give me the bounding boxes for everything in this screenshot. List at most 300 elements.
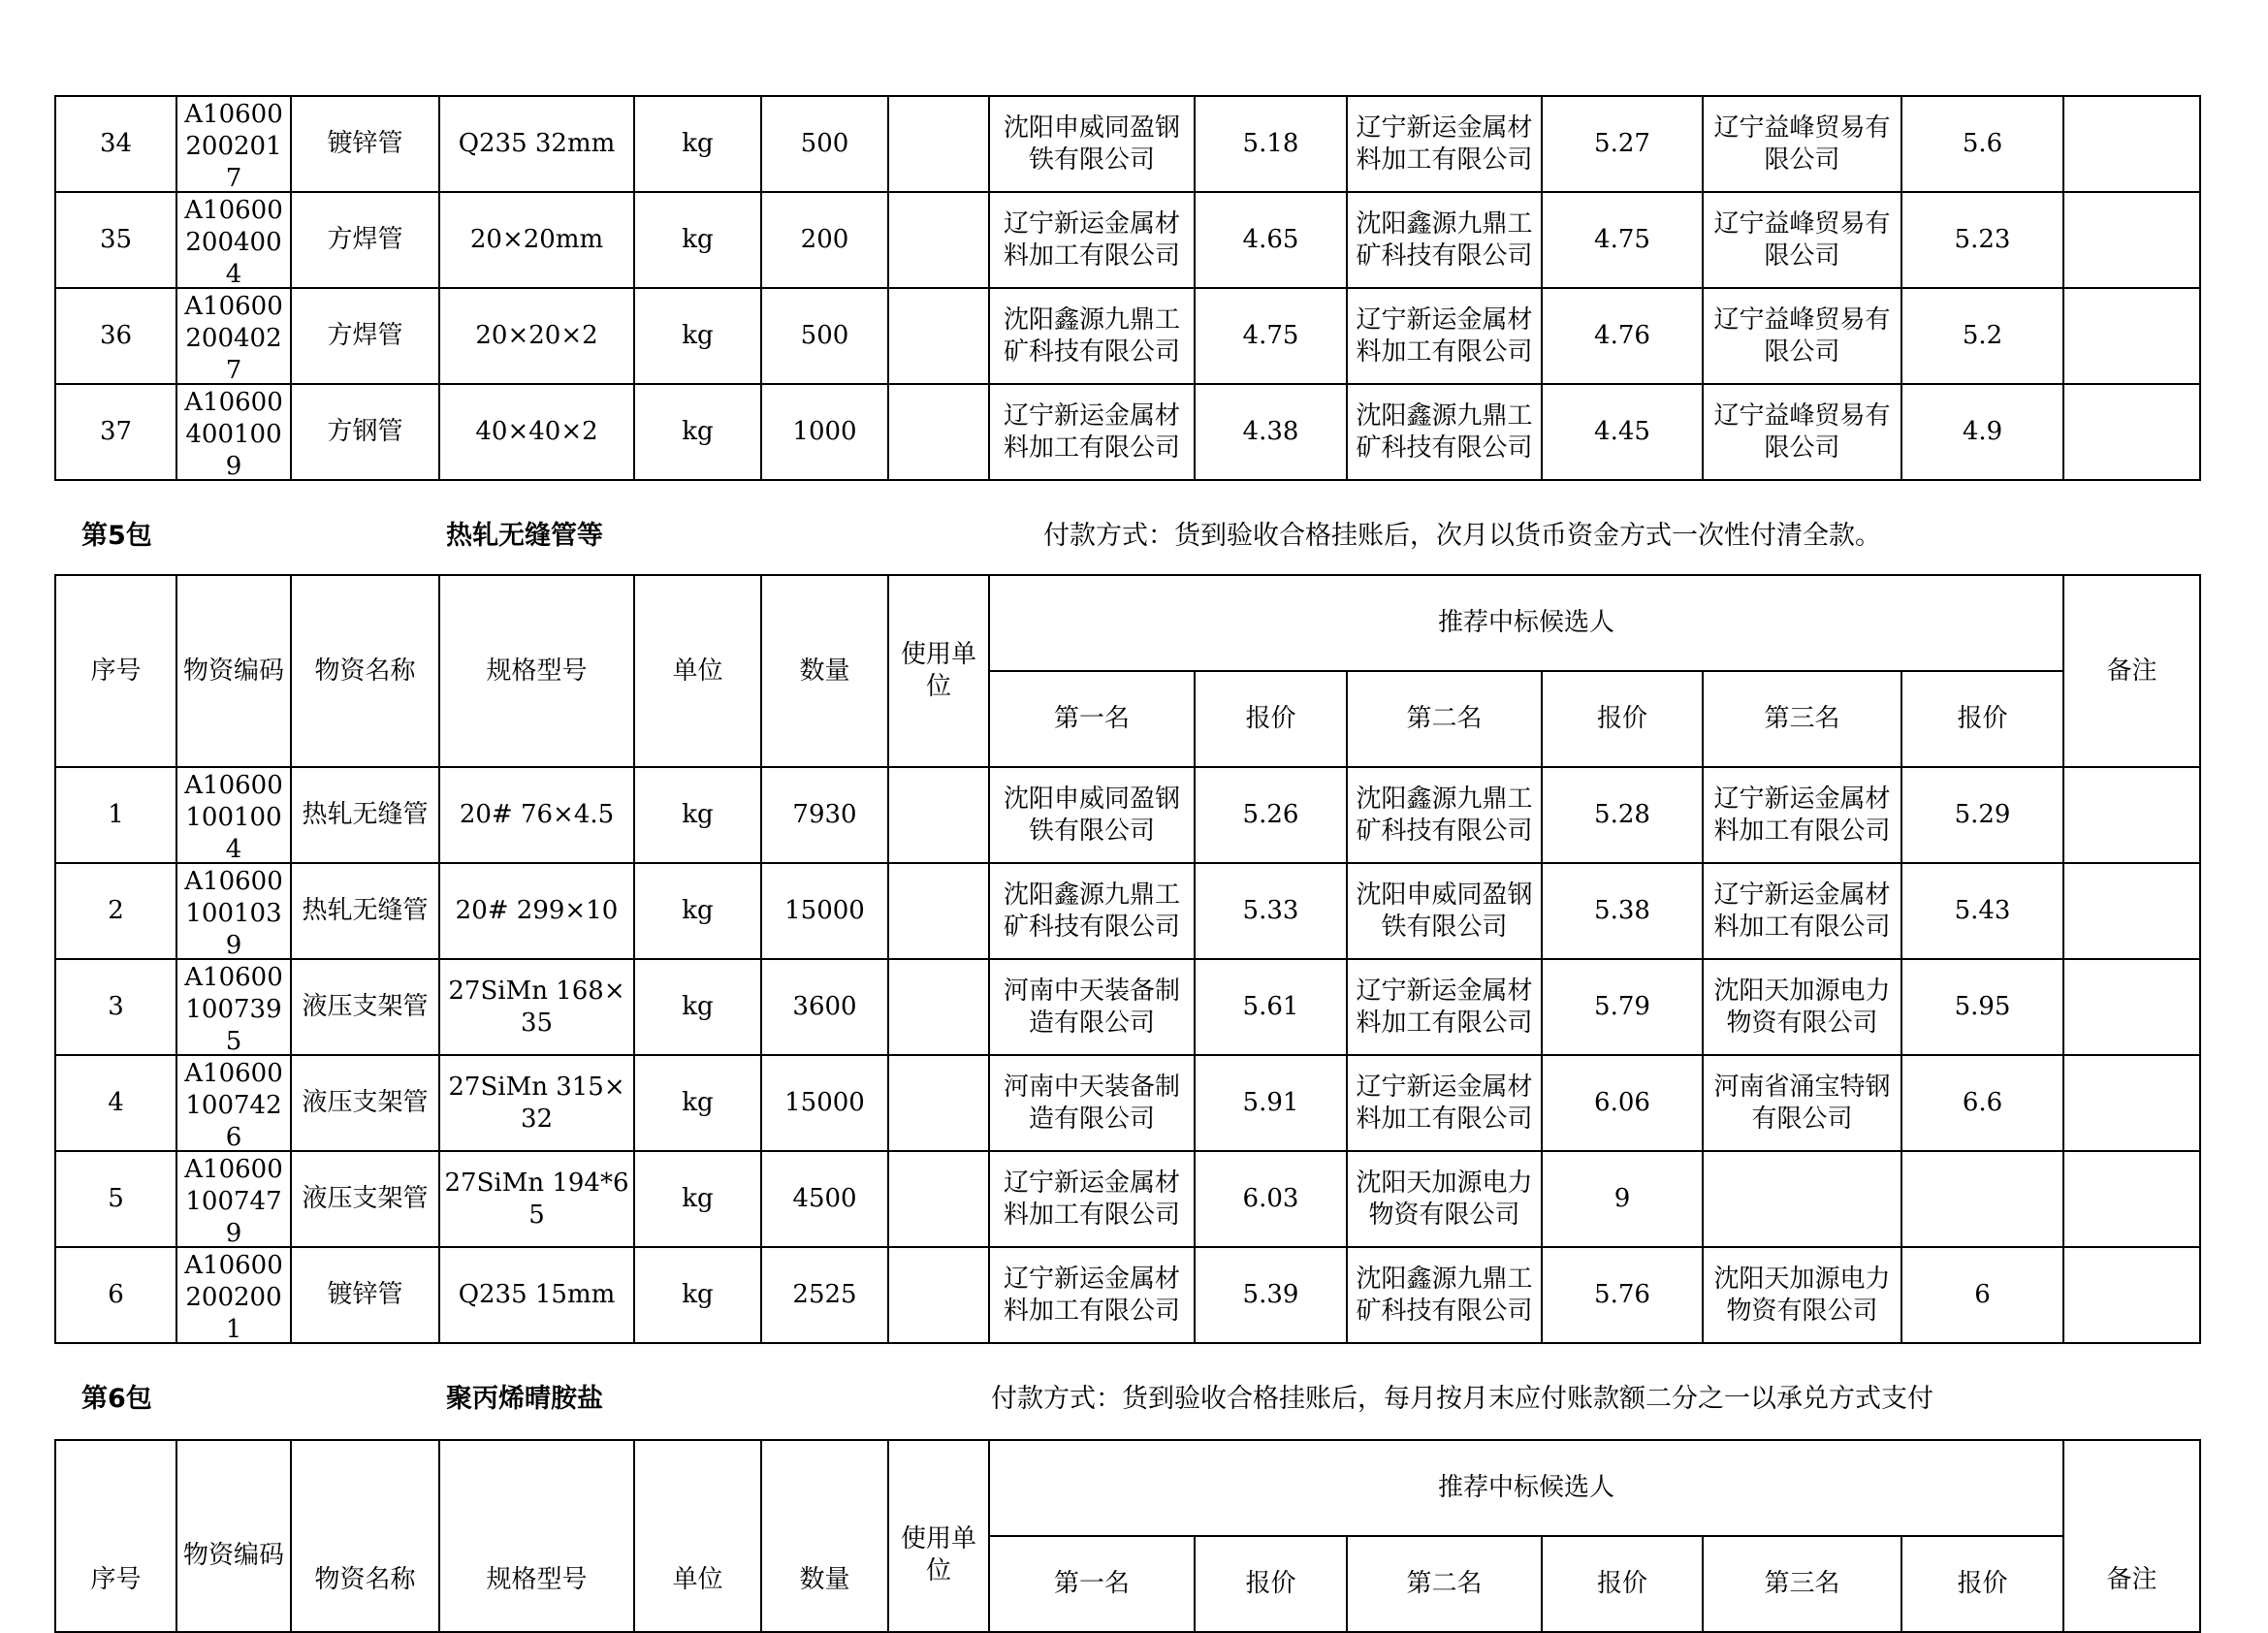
cell-second-candidate-text: 辽宁新运金属材料加工有限公司 (1356, 976, 1533, 1038)
cell-first-price-text: 5.91 (1242, 1088, 1299, 1117)
cell-second-candidate (1347, 384, 1542, 480)
cell-first-price-text: 5.39 (1242, 1280, 1299, 1309)
cell-first-price (1195, 1247, 1347, 1343)
cell-quantity (761, 288, 888, 384)
cell-first-candidate-text: 辽宁新运金属材料加工有限公司 (1003, 400, 1180, 463)
p6-header-third: 第三名 (1703, 1536, 1901, 1632)
cell-first-price-text: 5.18 (1242, 129, 1299, 158)
cell-user-unit (888, 192, 989, 288)
cell-first-price (1195, 767, 1347, 863)
cell-third-candidate (1703, 863, 1901, 959)
cell-remark (2063, 1151, 2200, 1247)
cell-second-candidate-text: 沈阳鑫源九鼎工矿科技有限公司 (1356, 1264, 1533, 1326)
table-row (55, 192, 2200, 288)
cell-spec (439, 384, 634, 480)
package5-payment: 付款方式：货到验收合格挂账后，次月以货币资金方式一次性付清全款。 (1043, 521, 1881, 551)
cell-quantity-text: 4500 (792, 1184, 857, 1213)
cell-first-candidate-text: 沈阳申威同盈钢铁有限公司 (1003, 784, 1180, 846)
cell-seq-text: 34 (99, 129, 133, 158)
cell-second-candidate (1347, 1055, 1542, 1151)
cell-second-candidate-text: 沈阳天加源电力物资有限公司 (1356, 1168, 1533, 1230)
cell-first-price (1195, 1151, 1347, 1247)
cell-second-price-text: 4.75 (1594, 225, 1650, 254)
cell-second-candidate (1347, 1247, 1542, 1343)
cell-third-candidate-text: 沈阳天加源电力物资有限公司 (1713, 976, 1891, 1038)
cell-spec-text: 27SiMn 315×32 (448, 1072, 625, 1134)
cell-second-price (1542, 863, 1703, 959)
cell-third-candidate (1703, 96, 1901, 192)
cell-quantity-text: 2525 (792, 1280, 857, 1309)
cell-first-price-text: 4.65 (1242, 225, 1299, 254)
cell-first-price (1195, 96, 1347, 192)
cell-spec (439, 767, 634, 863)
cell-seq-text: 36 (99, 321, 133, 350)
cell-first-price-text: 5.61 (1242, 992, 1299, 1021)
cell-material-name-text: 热轧无缝管 (302, 800, 429, 829)
cell-quantity-text: 500 (800, 129, 849, 158)
cell-third-candidate (1703, 959, 1901, 1055)
cell-seq (55, 1151, 176, 1247)
cell-material-name (291, 767, 439, 863)
header-second: 第二名 (1347, 671, 1542, 767)
header-recommend: 推荐中标候选人 (989, 575, 2063, 671)
header-name: 物资名称 (291, 575, 439, 767)
cell-second-price-text: 9 (1613, 1184, 1631, 1213)
p6-header-qty: 数量 (761, 1440, 888, 1632)
p6-header-remark: 备注 (2063, 1440, 2200, 1632)
cell-spec (439, 1151, 634, 1247)
table-row (55, 1247, 2200, 1343)
cell-material-name-text: 方焊管 (327, 225, 403, 254)
cell-material-code (176, 96, 291, 192)
cell-third-candidate-text: 辽宁新运金属材料加工有限公司 (1713, 880, 1891, 942)
cell-second-price (1542, 1151, 1703, 1247)
cell-seq (55, 863, 176, 959)
cell-third-candidate-text: 辽宁益峰贸易有限公司 (1713, 112, 1891, 175)
cell-unit (634, 96, 761, 192)
cell-first-candidate-text: 河南中天装备制造有限公司 (1003, 1072, 1180, 1134)
cell-material-name-text: 液压支架管 (302, 992, 429, 1021)
cell-first-candidate (989, 192, 1195, 288)
cell-third-price-text: 6 (1974, 1280, 1991, 1309)
cell-first-candidate-text: 辽宁新运金属材料加工有限公司 (1003, 1168, 1180, 1230)
cell-second-candidate (1347, 96, 1542, 192)
cell-material-name (291, 288, 439, 384)
cell-quantity (761, 863, 888, 959)
cell-spec (439, 1055, 634, 1151)
cell-material-code (176, 192, 291, 288)
cell-first-price-text: 6.03 (1242, 1184, 1299, 1213)
cell-spec-text: 40×40×2 (475, 417, 598, 446)
cell-remark (2063, 96, 2200, 192)
cell-third-price-text: 5.6 (1962, 129, 2003, 158)
cell-third-price (1901, 1247, 2063, 1343)
cell-remark (2063, 1055, 2200, 1151)
p6-header-seq: 序号 (55, 1440, 176, 1632)
cell-second-candidate-text: 辽宁新运金属材料加工有限公司 (1356, 1072, 1533, 1134)
cell-second-price-text: 4.76 (1594, 321, 1650, 350)
cell-material-name-text: 方钢管 (327, 417, 403, 446)
cell-user-unit (888, 767, 989, 863)
cell-first-candidate-text: 辽宁新运金属材料加工有限公司 (1003, 1264, 1180, 1326)
cell-quantity (761, 959, 888, 1055)
cell-material-name-text: 镀锌管 (327, 1280, 403, 1309)
table-row (55, 1151, 2200, 1247)
cell-unit (634, 1247, 761, 1343)
table-row (55, 384, 2200, 480)
cell-seq (55, 767, 176, 863)
cell-remark (2063, 863, 2200, 959)
cell-second-price (1542, 192, 1703, 288)
p6-header-code: 物资编码 (176, 1440, 291, 1632)
cell-second-candidate-text: 辽宁新运金属材料加工有限公司 (1356, 304, 1533, 367)
package6-payment: 付款方式：货到验收合格挂账后，每月按月末应付账款额二分之一以承兑方式支付 (991, 1384, 1933, 1414)
header-first: 第一名 (989, 671, 1195, 767)
cell-seq (55, 384, 176, 480)
cell-third-candidate (1703, 288, 1901, 384)
cell-unit-text: kg (682, 896, 714, 925)
cell-material-code (176, 288, 291, 384)
cell-third-price-text: 5.95 (1954, 992, 2011, 1021)
cell-material-name (291, 1247, 439, 1343)
table-row (55, 863, 2200, 959)
cell-third-candidate (1703, 1055, 1901, 1151)
cell-seq-text: 3 (108, 992, 124, 1021)
cell-second-candidate (1347, 288, 1542, 384)
cell-material-code (176, 1247, 291, 1343)
cell-quantity-text: 200 (800, 225, 849, 254)
cell-third-candidate (1703, 1247, 1901, 1343)
cell-second-price-text: 6.06 (1594, 1088, 1650, 1117)
cell-spec-text: 27SiMn 194*65 (444, 1168, 629, 1230)
table-row (55, 767, 2200, 863)
header-price-1: 报价 (1195, 671, 1347, 767)
header-third: 第三名 (1703, 671, 1901, 767)
cell-first-candidate (989, 767, 1195, 863)
cell-material-name (291, 96, 439, 192)
cell-first-candidate (989, 1055, 1195, 1151)
cell-second-price (1542, 384, 1703, 480)
cell-quantity-text: 3600 (792, 992, 857, 1021)
cell-material-code-text: A106001007426 (184, 1059, 283, 1152)
cell-quantity-text: 15000 (784, 1088, 865, 1117)
cell-user-unit (888, 384, 989, 480)
cell-seq (55, 288, 176, 384)
cell-seq-text: 6 (108, 1280, 124, 1309)
cell-material-code-text: A106001001039 (184, 867, 283, 960)
cell-unit (634, 1151, 761, 1247)
cell-second-price (1542, 1055, 1703, 1151)
cell-third-candidate-text: 辽宁新运金属材料加工有限公司 (1713, 784, 1891, 846)
cell-spec (439, 863, 634, 959)
cell-first-price-text: 4.75 (1242, 321, 1299, 350)
cell-quantity-text: 7930 (792, 800, 857, 829)
cell-first-price-text: 5.26 (1242, 800, 1299, 829)
cell-second-candidate-text: 沈阳鑫源九鼎工矿科技有限公司 (1356, 208, 1533, 271)
cell-material-code (176, 1055, 291, 1151)
cell-third-price (1901, 959, 2063, 1055)
table-row (55, 288, 2200, 384)
package6-table-clip (54, 1439, 2199, 1598)
cell-second-price (1542, 1247, 1703, 1343)
cell-material-name-text: 镀锌管 (327, 129, 403, 158)
cell-third-candidate (1703, 767, 1901, 863)
header-qty: 数量 (761, 575, 888, 767)
cell-third-price-text: 5.2 (1962, 321, 2003, 350)
cell-spec (439, 192, 634, 288)
cell-unit-text: kg (682, 417, 714, 446)
cell-remark (2063, 1247, 2200, 1343)
cell-unit (634, 863, 761, 959)
cell-material-name (291, 863, 439, 959)
cell-seq-text: 1 (108, 800, 124, 829)
cell-third-candidate-text: 辽宁益峰贸易有限公司 (1713, 400, 1891, 463)
p6-header-spec: 规格型号 (439, 1440, 634, 1632)
cell-user-unit (888, 96, 989, 192)
cell-spec-text: 20×20mm (469, 225, 604, 254)
cell-material-code-text: A106002002017 (184, 100, 283, 193)
cell-first-price (1195, 1055, 1347, 1151)
cell-unit (634, 1055, 761, 1151)
cell-quantity-text: 500 (800, 321, 849, 350)
cell-second-price (1542, 288, 1703, 384)
cell-second-price-text: 5.76 (1594, 1280, 1650, 1309)
p6-header-name: 物资名称 (291, 1440, 439, 1632)
cell-third-price-text: 5.43 (1954, 896, 2011, 925)
cell-first-candidate (989, 863, 1195, 959)
cell-material-code-text: A106001001004 (184, 771, 283, 864)
header-price-3: 报价 (1901, 671, 2063, 767)
cell-unit (634, 288, 761, 384)
cell-second-price (1542, 96, 1703, 192)
cell-first-candidate-text: 沈阳鑫源九鼎工矿科技有限公司 (1003, 304, 1180, 367)
cell-first-candidate (989, 288, 1195, 384)
cell-remark (2063, 384, 2200, 480)
cell-seq (55, 192, 176, 288)
cell-seq (55, 1247, 176, 1343)
cell-quantity (761, 1247, 888, 1343)
cell-unit (634, 192, 761, 288)
cell-material-name-text: 热轧无缝管 (302, 896, 429, 925)
cell-second-price (1542, 959, 1703, 1055)
cell-material-name (291, 1151, 439, 1247)
cell-material-code (176, 384, 291, 480)
cell-first-price-text: 4.38 (1242, 417, 1299, 446)
p6-header-recommend: 推荐中标候选人 (989, 1440, 2063, 1536)
cell-material-name-text: 方焊管 (327, 321, 403, 350)
cell-unit-text: kg (682, 1184, 714, 1213)
cell-unit-text: kg (682, 129, 714, 158)
cell-third-price (1901, 192, 2063, 288)
cell-material-name (291, 959, 439, 1055)
cell-seq-text: 2 (108, 896, 124, 925)
cell-first-price (1195, 192, 1347, 288)
cell-spec-text: 20# 299×10 (455, 896, 619, 925)
p6-header-second: 第二名 (1347, 1536, 1542, 1632)
cell-spec-text: Q235 32mm (458, 129, 616, 158)
cell-first-price (1195, 384, 1347, 480)
cell-spec (439, 959, 634, 1055)
package5-title: 热轧无缝管等 (446, 521, 603, 551)
cell-second-candidate (1347, 863, 1542, 959)
cell-spec (439, 1247, 634, 1343)
cell-material-code (176, 863, 291, 959)
cell-seq-text: 4 (108, 1088, 124, 1117)
cell-second-candidate-text: 沈阳鑫源九鼎工矿科技有限公司 (1356, 400, 1533, 463)
cell-first-candidate-text: 河南中天装备制造有限公司 (1003, 976, 1180, 1038)
cell-third-candidate-text: 辽宁益峰贸易有限公司 (1713, 208, 1891, 271)
cell-spec-text: 20×20×2 (475, 321, 598, 350)
package6-label: 第6包 (81, 1384, 152, 1414)
cell-remark (2063, 959, 2200, 1055)
cell-first-candidate (989, 384, 1195, 480)
cell-user-unit (888, 1151, 989, 1247)
cell-third-candidate (1703, 192, 1901, 288)
cell-second-candidate (1347, 192, 1542, 288)
table-row (55, 96, 2200, 192)
cell-remark (2063, 767, 2200, 863)
cell-first-price (1195, 288, 1347, 384)
cell-third-price (1901, 288, 2063, 384)
cell-second-candidate (1347, 959, 1542, 1055)
cell-seq (55, 1055, 176, 1151)
cell-third-candidate-text: 沈阳天加源电力物资有限公司 (1713, 1264, 1891, 1326)
cell-third-price-text: 5.23 (1954, 225, 2011, 254)
cell-quantity (761, 384, 888, 480)
cell-first-candidate-text: 沈阳鑫源九鼎工矿科技有限公司 (1003, 880, 1180, 942)
header-user: 使用单位 (888, 575, 989, 767)
cell-second-candidate (1347, 767, 1542, 863)
cell-third-price (1901, 863, 2063, 959)
cell-quantity (761, 1151, 888, 1247)
header-remark: 备注 (2063, 575, 2200, 767)
header-unit: 单位 (634, 575, 761, 767)
cell-material-code-text: A106002004027 (184, 292, 283, 385)
cell-third-price (1901, 1151, 2063, 1247)
cell-spec (439, 96, 634, 192)
cell-first-candidate (989, 959, 1195, 1055)
p6-header-price-2: 报价 (1542, 1536, 1703, 1632)
cell-third-price (1901, 384, 2063, 480)
cell-material-code-text: A106002002001 (184, 1251, 283, 1344)
cell-material-name (291, 1055, 439, 1151)
cell-unit (634, 959, 761, 1055)
cell-user-unit (888, 288, 989, 384)
cell-seq (55, 96, 176, 192)
cell-second-price-text: 5.27 (1594, 129, 1650, 158)
cell-first-price (1195, 959, 1347, 1055)
p6-header-first: 第一名 (989, 1536, 1195, 1632)
cell-second-candidate-text: 辽宁新运金属材料加工有限公司 (1356, 112, 1533, 175)
cell-third-price-text: 5.29 (1954, 800, 2011, 829)
cell-unit-text: kg (682, 992, 714, 1021)
cell-third-price (1901, 96, 2063, 192)
p6-header-price-3: 报价 (1901, 1536, 2063, 1632)
cell-second-price-text: 5.38 (1594, 896, 1650, 925)
cell-unit-text: kg (682, 1088, 714, 1117)
package6-title: 聚丙烯晴胺盐 (446, 1384, 603, 1414)
cell-first-price-text: 5.33 (1242, 896, 1299, 925)
cell-first-candidate (989, 96, 1195, 192)
package5-label: 第5包 (81, 521, 152, 551)
cell-second-price-text: 4.45 (1594, 417, 1650, 446)
cell-quantity-text: 15000 (784, 896, 865, 925)
cell-third-price-text: 6.6 (1962, 1088, 2003, 1117)
cell-second-candidate (1347, 1151, 1542, 1247)
cell-unit-text: kg (682, 225, 714, 254)
cell-seq (55, 959, 176, 1055)
cell-material-code (176, 1151, 291, 1247)
cell-first-candidate-text: 沈阳申威同盈钢铁有限公司 (1003, 112, 1180, 175)
cell-material-name-text: 液压支架管 (302, 1184, 429, 1213)
cell-second-candidate-text: 沈阳鑫源九鼎工矿科技有限公司 (1356, 784, 1533, 846)
header-spec: 规格型号 (439, 575, 634, 767)
header-code: 物资编码 (176, 575, 291, 767)
cell-third-price (1901, 1055, 2063, 1151)
cell-second-price-text: 5.79 (1594, 992, 1650, 1021)
cell-material-name (291, 192, 439, 288)
cell-unit-text: kg (682, 800, 714, 829)
cell-spec-text: 27SiMn 168×35 (448, 976, 625, 1038)
header-price-2: 报价 (1542, 671, 1703, 767)
cell-material-name-text: 液压支架管 (302, 1088, 429, 1117)
cell-unit-text: kg (682, 1280, 714, 1309)
cell-third-price-text: 4.9 (1962, 417, 2003, 446)
cell-material-code-text: A106002004004 (184, 196, 283, 289)
cell-quantity-text: 1000 (792, 417, 857, 446)
cell-first-price (1195, 863, 1347, 959)
p6-header-unit: 单位 (634, 1440, 761, 1632)
cell-third-candidate-text: 辽宁益峰贸易有限公司 (1713, 304, 1891, 367)
cell-first-candidate-text: 辽宁新运金属材料加工有限公司 (1003, 208, 1180, 271)
cell-unit-text: kg (682, 321, 714, 350)
cell-material-code (176, 959, 291, 1055)
cell-user-unit (888, 863, 989, 959)
cell-material-code-text: A106001007395 (184, 963, 283, 1056)
p6-header-user: 使用单位 (888, 1440, 989, 1632)
header-seq: 序号 (55, 575, 176, 767)
cell-material-code-text: A106001007479 (184, 1155, 283, 1248)
package6-table (54, 1439, 2201, 1633)
cell-material-code-text: A106004001009 (184, 388, 283, 481)
p6-header-price-1: 报价 (1195, 1536, 1347, 1632)
cell-material-code (176, 767, 291, 863)
cell-quantity (761, 1055, 888, 1151)
cell-spec-text: 20# 76×4.5 (459, 800, 615, 829)
cell-spec-text: Q235 15mm (458, 1280, 616, 1309)
cell-first-candidate (989, 1247, 1195, 1343)
table-row (55, 959, 2200, 1055)
cell-second-candidate-text: 沈阳申威同盈钢铁有限公司 (1356, 880, 1533, 942)
package5-table (54, 574, 2201, 1344)
cell-second-price-text: 5.28 (1594, 800, 1650, 829)
cell-seq-text: 35 (99, 225, 133, 254)
cell-third-candidate-text: 河南省涌宝特钢有限公司 (1713, 1072, 1891, 1134)
cell-quantity (761, 767, 888, 863)
cell-second-price (1542, 767, 1703, 863)
cell-quantity (761, 192, 888, 288)
cell-unit (634, 767, 761, 863)
cell-seq-text: 37 (99, 417, 133, 446)
cell-material-name (291, 384, 439, 480)
cell-third-candidate (1703, 1151, 1901, 1247)
cell-first-candidate (989, 1151, 1195, 1247)
cell-user-unit (888, 959, 989, 1055)
cell-seq-text: 5 (108, 1184, 124, 1213)
cell-remark (2063, 288, 2200, 384)
cell-user-unit (888, 1247, 989, 1343)
cell-third-candidate (1703, 384, 1901, 480)
